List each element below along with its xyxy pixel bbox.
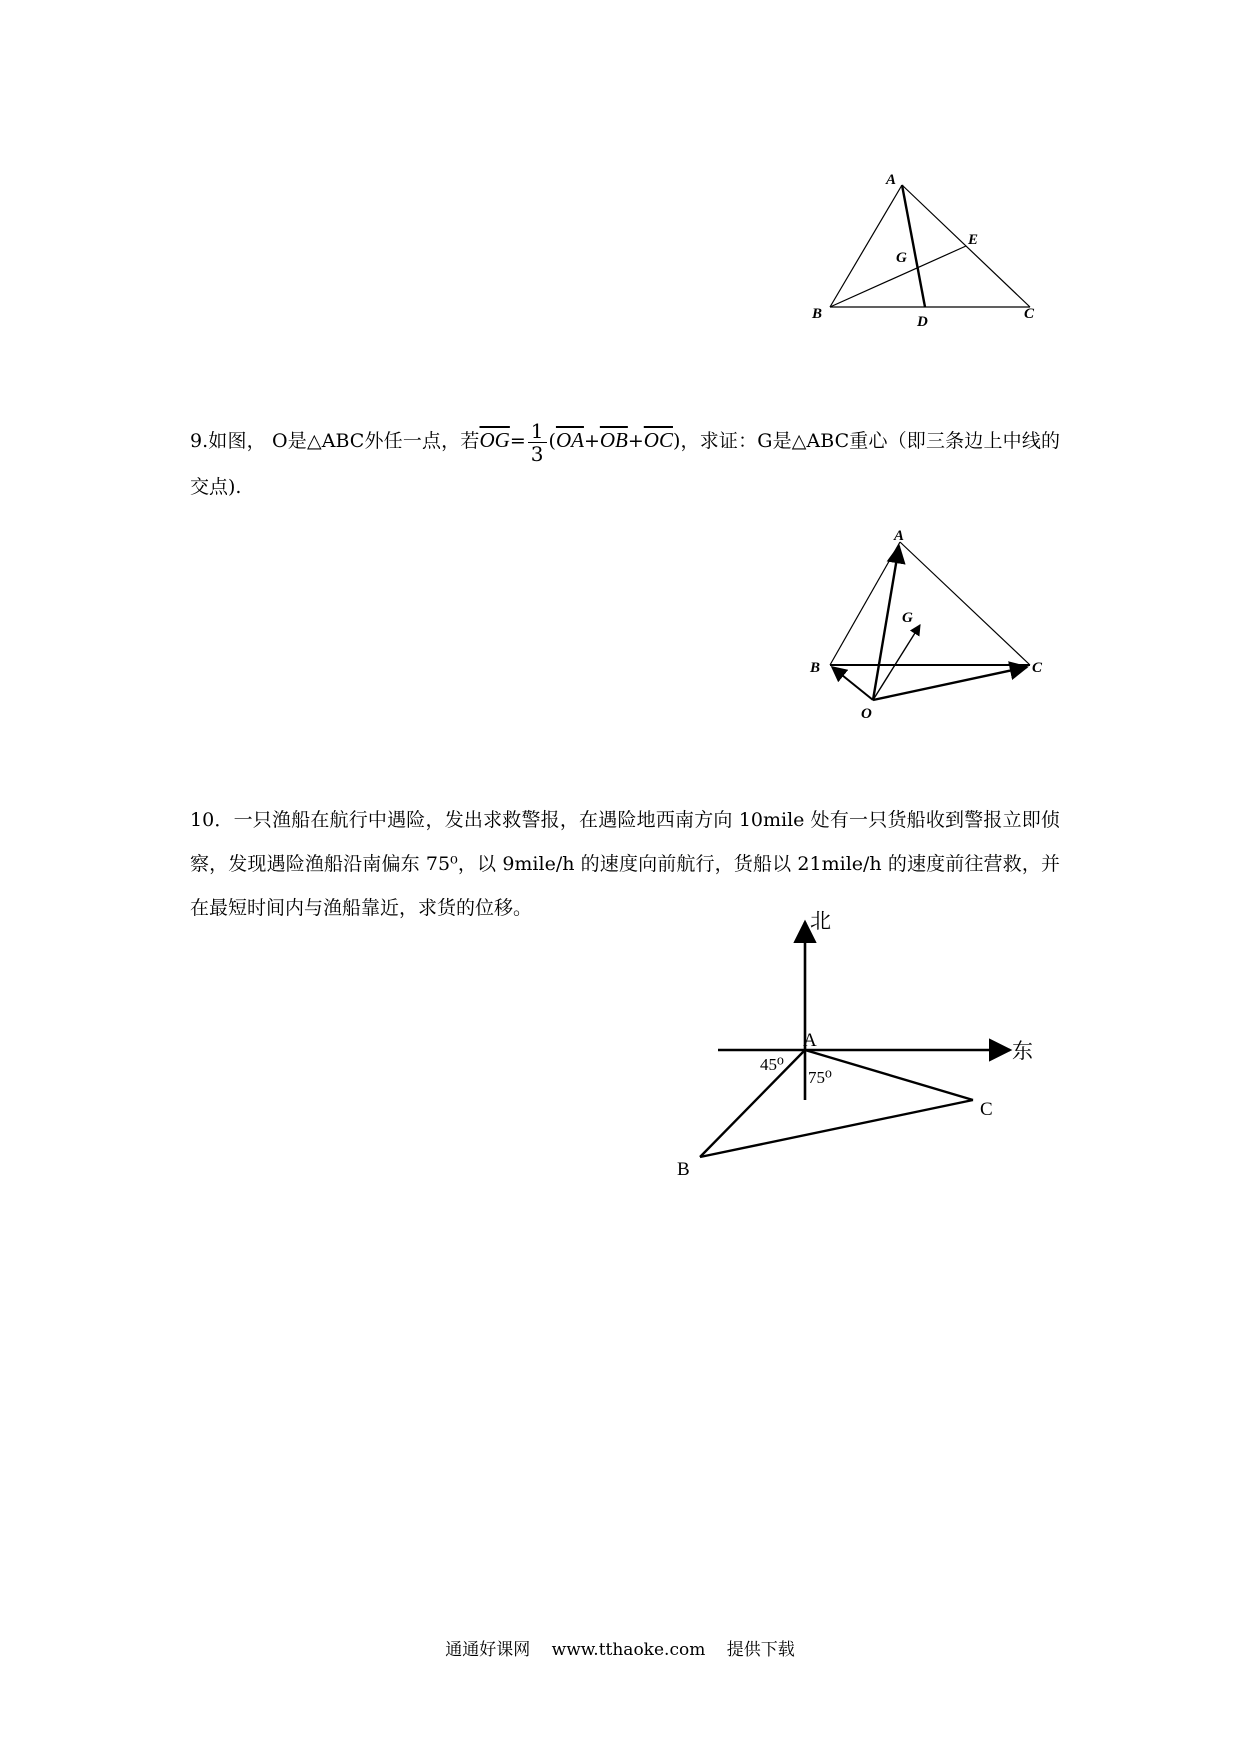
vector-oa: $\overline{OA}$ xyxy=(555,428,584,452)
label-g: G xyxy=(902,610,913,626)
vector-ob-arrow xyxy=(832,667,873,700)
label-e: E xyxy=(968,232,979,248)
east-label: 东 xyxy=(1012,1039,1033,1063)
problem-9-text-before: 如图， O是△ABC外任一点，若 xyxy=(208,430,480,452)
label-b: B xyxy=(677,1159,690,1180)
label-g: G xyxy=(896,250,907,266)
label-c: C xyxy=(980,1099,993,1120)
triangle-vectors-figure xyxy=(800,520,1060,720)
footer-url: www.tthaoke.com xyxy=(551,1640,706,1660)
footer-suffix: 提供下载 xyxy=(726,1640,795,1660)
label-d: D xyxy=(917,314,928,330)
label-a: A xyxy=(803,1030,817,1051)
problem-9-number: 9. xyxy=(190,430,209,452)
vector-oc: $\overline{OC}$ xyxy=(643,428,673,452)
problem-9 xyxy=(190,418,1060,509)
problem-9-text-after: ，求证：G是△ABC重心（即三条边上中线的交点). xyxy=(190,430,1060,498)
fraction-one-third xyxy=(528,420,547,465)
fraction-denominator: 3 xyxy=(530,441,544,466)
problem-10: 10．一只渔船在航行中遇险，发出求救警报，在遇险地西南方向 10mile 处有一只货船收到警报立即侦察，发现遇险渔船沿南偏东 75⁰，以 9mile/h 的速度向前航行，货船以 21mile/h 的速度前往营救，并在最短时间内与渔船靠近，求货的位移。 xyxy=(190,809,1060,919)
triangle-medians-figure xyxy=(800,160,1060,335)
segment-bc xyxy=(700,1100,973,1157)
label-o: O xyxy=(861,706,872,722)
vector-oc-arrow xyxy=(873,667,1027,700)
side-ac xyxy=(900,542,1030,665)
angle-75-label: 75⁰ xyxy=(808,1068,832,1087)
close-paren: ) xyxy=(672,430,681,452)
segment-ab xyxy=(700,1050,805,1157)
vector-ob: $\overline{OB}$ xyxy=(599,428,628,452)
angle-45-label: 45⁰ xyxy=(760,1055,784,1074)
side-ab xyxy=(830,185,902,307)
plus-sign-1: + xyxy=(583,430,600,452)
label-a: A xyxy=(894,528,905,544)
navigation-figure xyxy=(660,900,1050,1180)
page-footer xyxy=(0,1635,1240,1660)
north-label: 北 xyxy=(810,909,831,933)
vector-oa-arrow xyxy=(873,546,899,700)
label-c: C xyxy=(1032,660,1043,676)
equals-sign: = xyxy=(509,430,526,452)
fraction-numerator: 1 xyxy=(528,420,547,443)
open-paren: ( xyxy=(548,430,556,452)
label-c: C xyxy=(1024,306,1035,322)
footer-site-name: 通通好课网 xyxy=(445,1640,531,1660)
label-b: B xyxy=(810,660,821,676)
plus-sign-2: + xyxy=(627,430,644,452)
vector-og: $\overline{OG}$ xyxy=(479,428,510,452)
label-a: A xyxy=(886,172,897,188)
label-b: B xyxy=(812,306,823,322)
